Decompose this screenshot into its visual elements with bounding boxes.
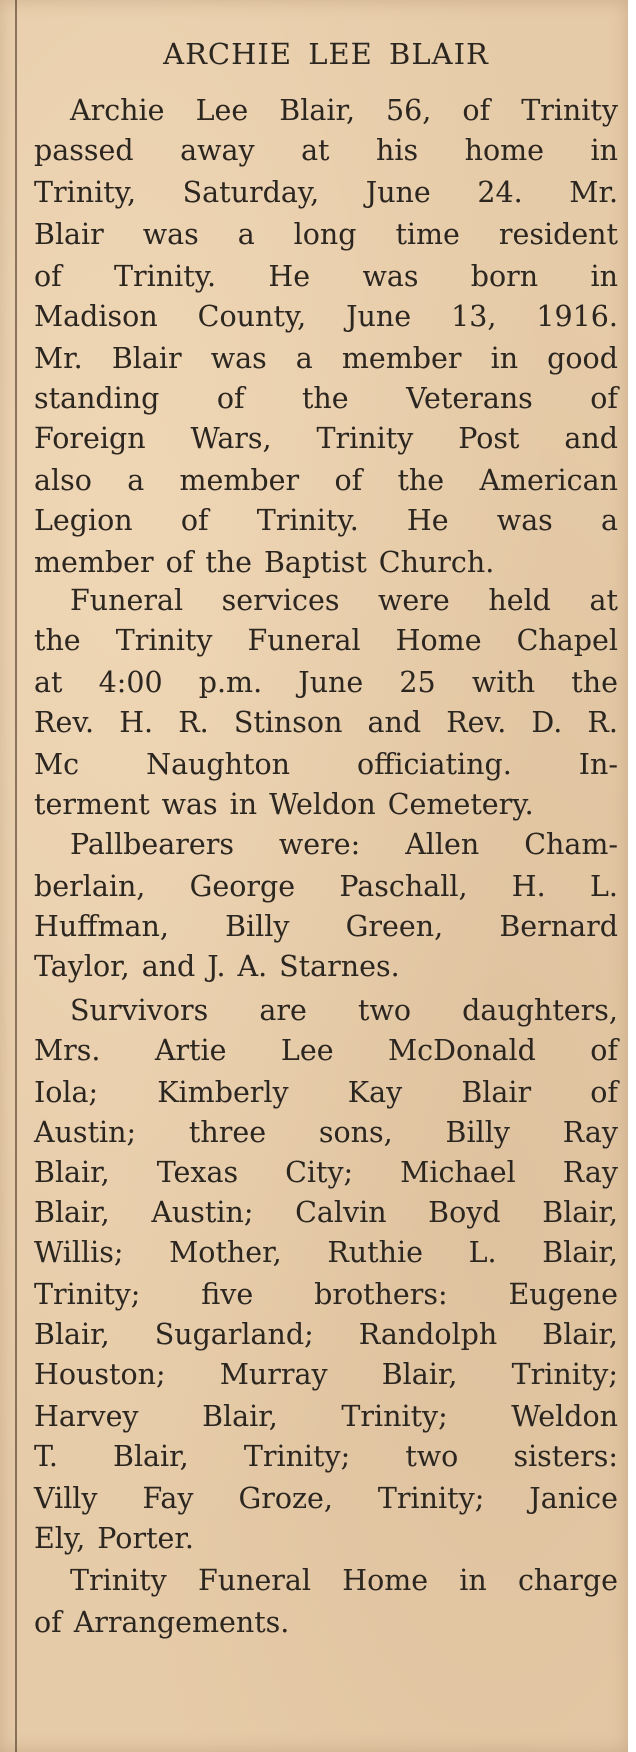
text-line: also a member of the American xyxy=(34,464,618,497)
text-line: Legion of Trinity. He was a xyxy=(34,504,618,537)
text-line: Mrs. Artie Lee McDonald of xyxy=(34,1034,618,1067)
column-rule xyxy=(15,0,17,1752)
text-line: Trinity Funeral Home in charge xyxy=(70,1564,618,1597)
text-line: at 4:00 p.m. June 25 with the xyxy=(34,666,618,699)
text-line: Madison County, June 13, 1916. xyxy=(34,300,618,333)
text-line: T. Blair, Trinity; two sisters: xyxy=(34,1440,618,1473)
text-line: Ely, Porter. xyxy=(34,1522,194,1555)
text-line: Blair, Sugarland; Randolph Blair, xyxy=(34,1318,618,1351)
text-line: standing of the Veterans of xyxy=(34,382,618,415)
text-line: passed away at his home in xyxy=(34,134,618,167)
text-line: the Trinity Funeral Home Chapel xyxy=(34,624,618,657)
text-line: Willis; Mother, Ruthie L. Blair, xyxy=(34,1236,618,1269)
text-line: Taylor, and J. A. Starnes. xyxy=(34,950,400,983)
text-line: Austin; three sons, Billy Ray xyxy=(34,1116,618,1149)
text-line: member of the Baptist Church. xyxy=(34,546,495,579)
text-line: Survivors are two daughters, xyxy=(70,994,618,1027)
text-line: terment was in Weldon Cemetery. xyxy=(34,788,534,821)
text-line: Blair was a long time resident xyxy=(34,218,618,251)
text-line: Archie Lee Blair, 56, of Trinity xyxy=(70,94,618,127)
text-line: Houston; Murray Blair, Trinity; xyxy=(34,1358,618,1391)
text-line: Blair, Austin; Calvin Boyd Blair, xyxy=(34,1196,618,1229)
obituary-headline: ARCHIE LEE BLAIR xyxy=(163,37,489,71)
text-line: Harvey Blair, Trinity; Weldon xyxy=(34,1400,618,1433)
text-line: Iola; Kimberly Kay Blair of xyxy=(34,1076,618,1109)
text-line: of Trinity. He was born in xyxy=(34,260,618,293)
text-line: Blair, Texas City; Michael Ray xyxy=(34,1156,618,1189)
text-line: of Arrangements. xyxy=(34,1606,290,1639)
text-line: Pallbearers were: Allen Cham- xyxy=(70,828,618,861)
text-line: Huffman, Billy Green, Bernard xyxy=(34,910,618,943)
text-line: Trinity; five brothers: Eugene xyxy=(34,1278,618,1311)
text-line: berlain, George Paschall, H. L. xyxy=(34,870,618,903)
text-line: Foreign Wars, Trinity Post and xyxy=(34,422,618,455)
text-line: Mc Naughton officiating. In- xyxy=(34,748,618,781)
text-line: Rev. H. R. Stinson and Rev. D. R. xyxy=(34,706,618,739)
text-line: Mr. Blair was a member in good xyxy=(34,342,618,375)
text-line: Villy Fay Groze, Trinity; Janice xyxy=(34,1482,618,1515)
text-line: Funeral services were held at xyxy=(70,584,618,617)
text-line: Trinity, Saturday, June 24. Mr. xyxy=(34,176,618,209)
